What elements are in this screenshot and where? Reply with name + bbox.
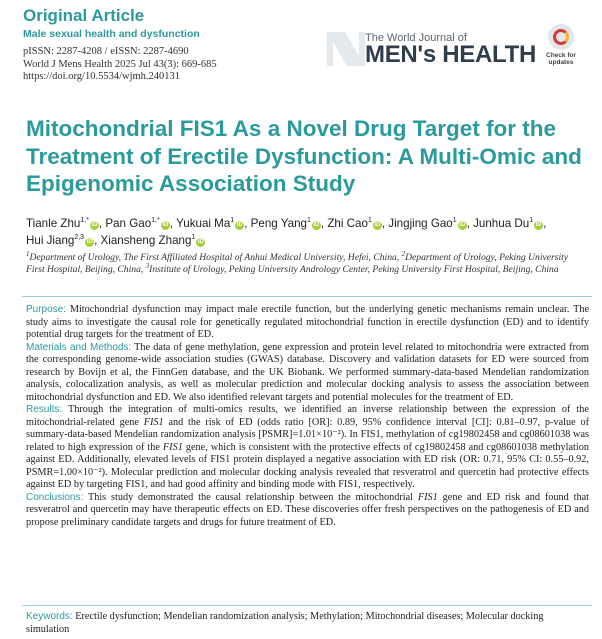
orcid-icon[interactable]: iD <box>162 222 169 228</box>
keywords-text: Erectile dysfunction; Mendelian randomization analysis; Methylation; Mitochondrial diseases; Molecular docking simulation <box>26 611 544 635</box>
orcid-icon[interactable]: iD <box>236 222 243 228</box>
author-name: Tianle Zhu <box>26 217 81 230</box>
abstract-conclusions-text: This study demonstrated the causal relationship between the mitochondrial <box>87 491 418 503</box>
journal-logo-small-text: The World Journal of <box>365 32 467 44</box>
orcid-icon[interactable]: iD <box>197 239 204 245</box>
orcid-icon[interactable]: iD <box>91 222 98 228</box>
gene-name: FIS1 <box>162 441 183 453</box>
affiliation-marker: 1 <box>26 249 30 258</box>
author-affiliation-marker: 1,* <box>80 217 89 225</box>
gene-name: FIS1 <box>143 416 164 428</box>
author-name: Jingjing Gao <box>388 217 453 230</box>
author-name: Peng Yang <box>250 217 307 230</box>
affiliation: Department of Urology, Peking University First Hospital, Beijing, China, <box>26 252 569 275</box>
author-affiliation-marker: 1,* <box>151 217 160 225</box>
abstract <box>22 296 592 606</box>
affiliation: Department of Urology, The First Affiliated Hospital of Anhui Medical University, Hefei, China, <box>29 252 402 263</box>
doi-link[interactable]: https://doi.org/10.5534/wjmh.240131 <box>23 71 181 83</box>
abstract-results-text: Through the integration of multi-omics results, we identified an inverse relationship between the expression of the mitochondrial-related gene <box>26 404 589 428</box>
issn-line: pISSN: 2287-4208 / eISSN: 2287-4690 <box>23 46 189 57</box>
section-type: Original Article <box>23 6 145 25</box>
author: Tianle Zhu$^{1,*}$iD , <box>26 217 106 230</box>
author-affiliation-marker: 1 <box>529 217 534 225</box>
section-subtitle: Male sexual health and dysfunction <box>23 28 200 40</box>
abstract-results-text: and the risk of ED (odds ratio [OR]: 0.89, 95% confidence interval [CI]: 0.81–0.97, p-value of summary-data-based Mendelian randomization analysis [PSMR]=1.01×10⁻²). In FIS1, methylation of cg19802458 and cg08601038 was related to high expression of the <box>26 416 589 453</box>
article-header <box>23 6 217 84</box>
abstract-results <box>26 404 589 492</box>
abstract-purpose-label: Purpose: <box>26 304 67 315</box>
author: Jingjing Gao$^1$iD , <box>388 217 474 230</box>
check-for-updates-line1: Check for <box>546 52 576 59</box>
abstract-conclusions <box>26 492 589 530</box>
author-affiliation-marker: 1 <box>306 217 311 225</box>
author: Junhua Du$^1$iD , <box>473 217 547 230</box>
author-list <box>26 215 586 249</box>
affiliation-marker: 2 <box>401 249 406 258</box>
keywords-label: Keywords: <box>26 611 73 622</box>
abstract-purpose <box>26 304 589 342</box>
author-name: Yukuai Ma <box>176 217 231 230</box>
author-name: Junhua Du <box>473 217 530 230</box>
orcid-icon[interactable]: iD <box>535 222 542 228</box>
abstract-methods-label: Materials and Methods: <box>26 341 132 353</box>
abstract-results-label: Results: <box>26 404 63 415</box>
orcid-icon[interactable]: iD <box>459 222 466 228</box>
abstract-methods <box>26 342 589 405</box>
author-affiliation-marker: 1 <box>452 217 457 225</box>
author <box>101 234 206 247</box>
affiliations <box>26 249 586 276</box>
keywords <box>26 610 588 636</box>
orcid-icon[interactable]: iD <box>86 239 93 245</box>
author-name: Hui Jiang <box>26 234 75 247</box>
gene-name: FIS1 <box>417 491 438 503</box>
author-affiliation-marker: 1 <box>191 234 196 242</box>
author: Zhi Cao$^1$iD , <box>327 217 389 230</box>
author: Pan Gao$^{1,*}$iD , <box>105 217 177 230</box>
citation-line: World J Mens Health 2025 Jul 43(3): 669-685 <box>23 58 217 70</box>
abstract-methods-text: The data of gene methylation, gene expression and protein level related to mitochondria were extracted from the corresponding genome-wide association studies (GWAS) database. Discovery and validation datasets for ED were sourced from research by Bovijn et al, the FinnGen database, and the UK Biobank. We performed summary-data-based Mendelian randomization analysis, colocalization analysis, as well as molecular prediction and molecular docking analysis to assess the association between mitochondrial dysfunction and ED. We also identified relevant targets and potential molecules for the treatment of ED. <box>26 341 589 403</box>
author-name: Zhi Cao <box>327 217 368 230</box>
author-name: Pan Gao <box>105 217 152 230</box>
check-for-updates-badge[interactable] <box>541 24 581 70</box>
journal-logo <box>325 26 536 70</box>
abstract-purpose-text: Mitochondrial dysfunction may impact male erectile function, but the underlying genetic mechanisms remain unclear. The study aims to investigate the causal role for genetically regulated mitochondrial function in erectile dysfunction (ED) and to identify potential drug targets for the treatment of ED. <box>26 304 589 340</box>
abstract-conclusions-label: Conclusions: <box>26 491 84 503</box>
author-affiliation-marker: 1 <box>367 217 372 225</box>
check-for-updates-icon <box>548 24 574 50</box>
author-name: Xiansheng Zhang <box>100 234 192 247</box>
affiliation: Institute of Urology, Peking University Andrology Center, Peking University First Hospital, Beijing, China <box>149 264 559 275</box>
author: Hui Jiang$^{2,3}$iD , <box>26 234 101 247</box>
abstract-results-text: gene, which is consistent with the protective effects of cg19802458 and cg08601038 methylation against ED. Additionally, elevated levels of FIS1 protein displayed a negative association with ED risk (OR: 0.71, 95% CI: 0.55–0.92, PSMR=1.00×10⁻²). Molecular prediction and molecular docking analysis revealed that resveratrol and quercetin had protective effects against ED by targeting FIS1, and had good affinity and binding mode with FIS1, respectively. <box>26 441 590 490</box>
journal-logo-name: MEN's HEALTH <box>365 41 536 68</box>
author: Peng Yang$^1$iD , <box>250 217 328 230</box>
orcid-icon[interactable]: iD <box>313 222 320 228</box>
check-for-updates-line2: updates <box>548 59 574 66</box>
abstract-conclusions-text: gene and ED risk and found that resveratrol and quercetin may have therapeutic effects on ED. These discoveries offer fresh perspectives on the pathogenesis of ED and propose preliminary candidate targets and drugs for future treatment of ED. <box>26 491 589 528</box>
affiliation-marker: 3 <box>145 261 150 270</box>
author-affiliation-marker: 2,3 <box>74 234 85 242</box>
author-affiliation-marker: 1 <box>230 217 235 225</box>
author: Yukuai Ma$^1$iD , <box>176 217 251 230</box>
orcid-icon[interactable]: iD <box>374 222 381 228</box>
article-title: Mitochondrial FIS1 As a Novel Drug Target for the Treatment of Erectile Dysfunction: A Multi-Omic and Epigenomic Association Study <box>26 116 582 196</box>
